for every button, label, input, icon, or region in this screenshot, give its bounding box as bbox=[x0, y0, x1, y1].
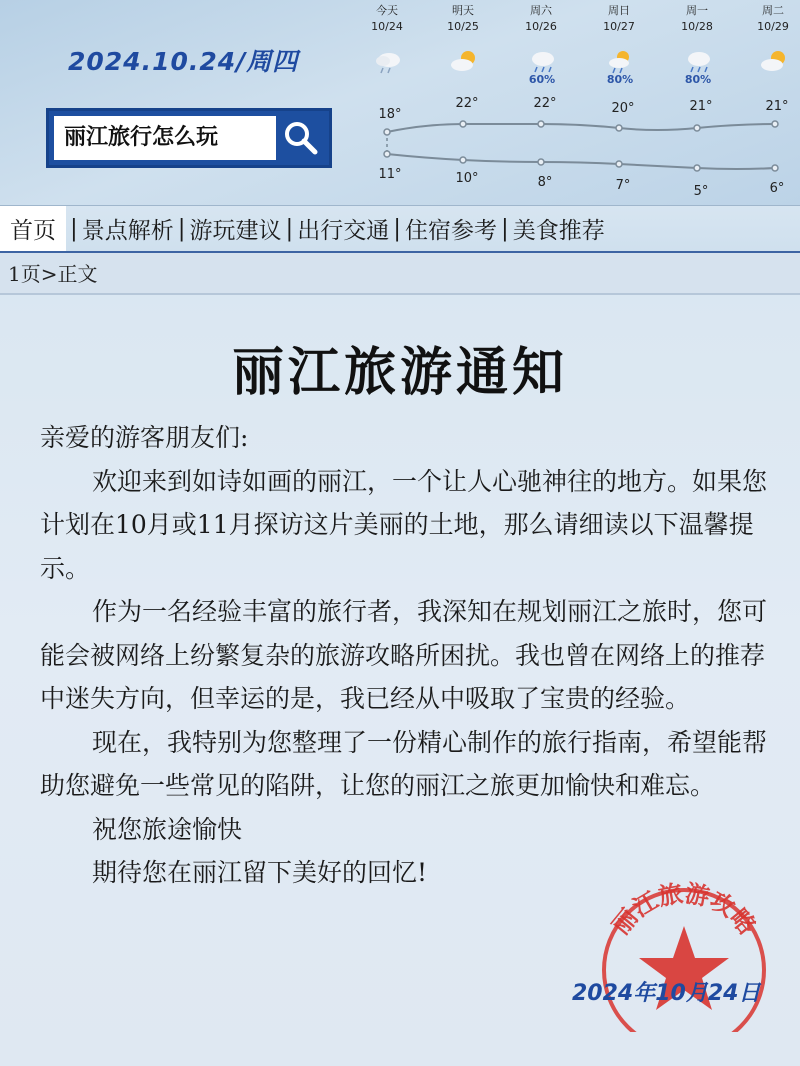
letter-body bbox=[40, 416, 770, 895]
nav-item-lodging[interactable]: 住宿参考 bbox=[405, 218, 497, 244]
high-temp: 22° bbox=[455, 96, 479, 111]
nav-item-transport[interactable]: 出行交通 bbox=[297, 218, 390, 244]
search-input[interactable]: 丽江旅行怎么玩 bbox=[54, 116, 276, 160]
stamp-text: 丽江旅游攻略 bbox=[606, 878, 762, 940]
search-button[interactable] bbox=[277, 115, 325, 161]
forecast-day: 今天 10/24 bbox=[371, 4, 403, 33]
nav-item-tips[interactable]: 游玩建议 bbox=[189, 218, 282, 244]
breadcrumb[interactable]: 1页>正文 bbox=[0, 253, 800, 295]
nav-item-home[interactable]: 首页 bbox=[0, 206, 66, 251]
nav-item-food[interactable]: 美食推荐 bbox=[512, 218, 605, 244]
high-temp: 21° bbox=[765, 99, 789, 114]
high-temp: 22° bbox=[533, 96, 557, 111]
low-temp: 7° bbox=[615, 178, 631, 193]
forecast-day: 明天 10/25 bbox=[447, 4, 479, 33]
sun-cloud-icon bbox=[447, 48, 483, 74]
nav-separator: | bbox=[393, 215, 401, 242]
date-title: 2024.10.24/周四 bbox=[68, 47, 299, 76]
weather-forecast bbox=[345, 0, 800, 205]
closing-wish: 祝您旅途愉快 bbox=[92, 814, 243, 844]
low-temp: 11° bbox=[378, 167, 402, 182]
nav-item-attractions[interactable]: 景点解析 bbox=[81, 218, 174, 244]
search-box bbox=[46, 108, 332, 168]
cloud-rain-icon bbox=[525, 48, 561, 74]
high-temp: 21° bbox=[689, 99, 713, 114]
sun-cloud-icon bbox=[757, 48, 793, 74]
cloud-rain-icon bbox=[681, 48, 717, 74]
main-nav bbox=[0, 205, 800, 253]
seal-stamp bbox=[586, 872, 782, 1032]
cloud-rain-icon bbox=[371, 48, 407, 74]
page-title: 丽江旅游通知 bbox=[231, 342, 568, 403]
low-temp: 6° bbox=[769, 181, 785, 196]
precip-chance: 80% bbox=[606, 73, 634, 86]
paragraph: 现在，我特别为您整理了一份精心制作的旅行指南，希望能帮助您避免一些常见的陷阱，让您的丽江之旅更加愉快和难忘。 bbox=[40, 727, 768, 800]
paragraph: 作为一名经验丰富的旅行者，我深知在规划丽江之旅时，您可能会被网络上纷繁复杂的旅游攻略所困扰。我也曾在网络上的推荐中迷失方向，但幸运的是，我已经从中吸取了宝贵的经验。 bbox=[40, 597, 768, 713]
high-temp: 20° bbox=[611, 101, 635, 116]
weather-header bbox=[0, 0, 800, 205]
nav-separator: | bbox=[501, 215, 509, 242]
sun-rain-icon bbox=[603, 48, 639, 74]
low-temp: 10° bbox=[455, 171, 479, 186]
signature-date: 2024年10月24日 bbox=[572, 981, 761, 1006]
forecast-day: 周二 10/29 bbox=[757, 4, 789, 33]
forecast-day: 周六 10/26 bbox=[525, 4, 557, 33]
forecast-day: 周日 10/27 bbox=[603, 4, 635, 33]
greeting: 亲爱的游客朋友们: bbox=[40, 423, 249, 452]
closing-hope: 期待您在丽江留下美好的回忆! bbox=[92, 858, 428, 887]
precip-chance: 60% bbox=[528, 73, 556, 86]
high-temp: 18° bbox=[378, 107, 402, 122]
low-temp: 8° bbox=[537, 175, 553, 190]
forecast-day: 周一 10/28 bbox=[681, 4, 713, 33]
nav-separator: | bbox=[177, 215, 186, 242]
search-icon bbox=[282, 119, 320, 157]
low-temp: 5° bbox=[693, 184, 709, 199]
nav-separator: | bbox=[70, 215, 78, 242]
nav-separator: | bbox=[285, 215, 294, 242]
precip-chance: 80% bbox=[684, 73, 712, 86]
paragraph: 欢迎来到如诗如画的丽江，一个让人心驰神往的地方。如果您计划在10月或11月探访这片美丽的土地，那么请细读以下温馨提示。 bbox=[40, 466, 768, 583]
